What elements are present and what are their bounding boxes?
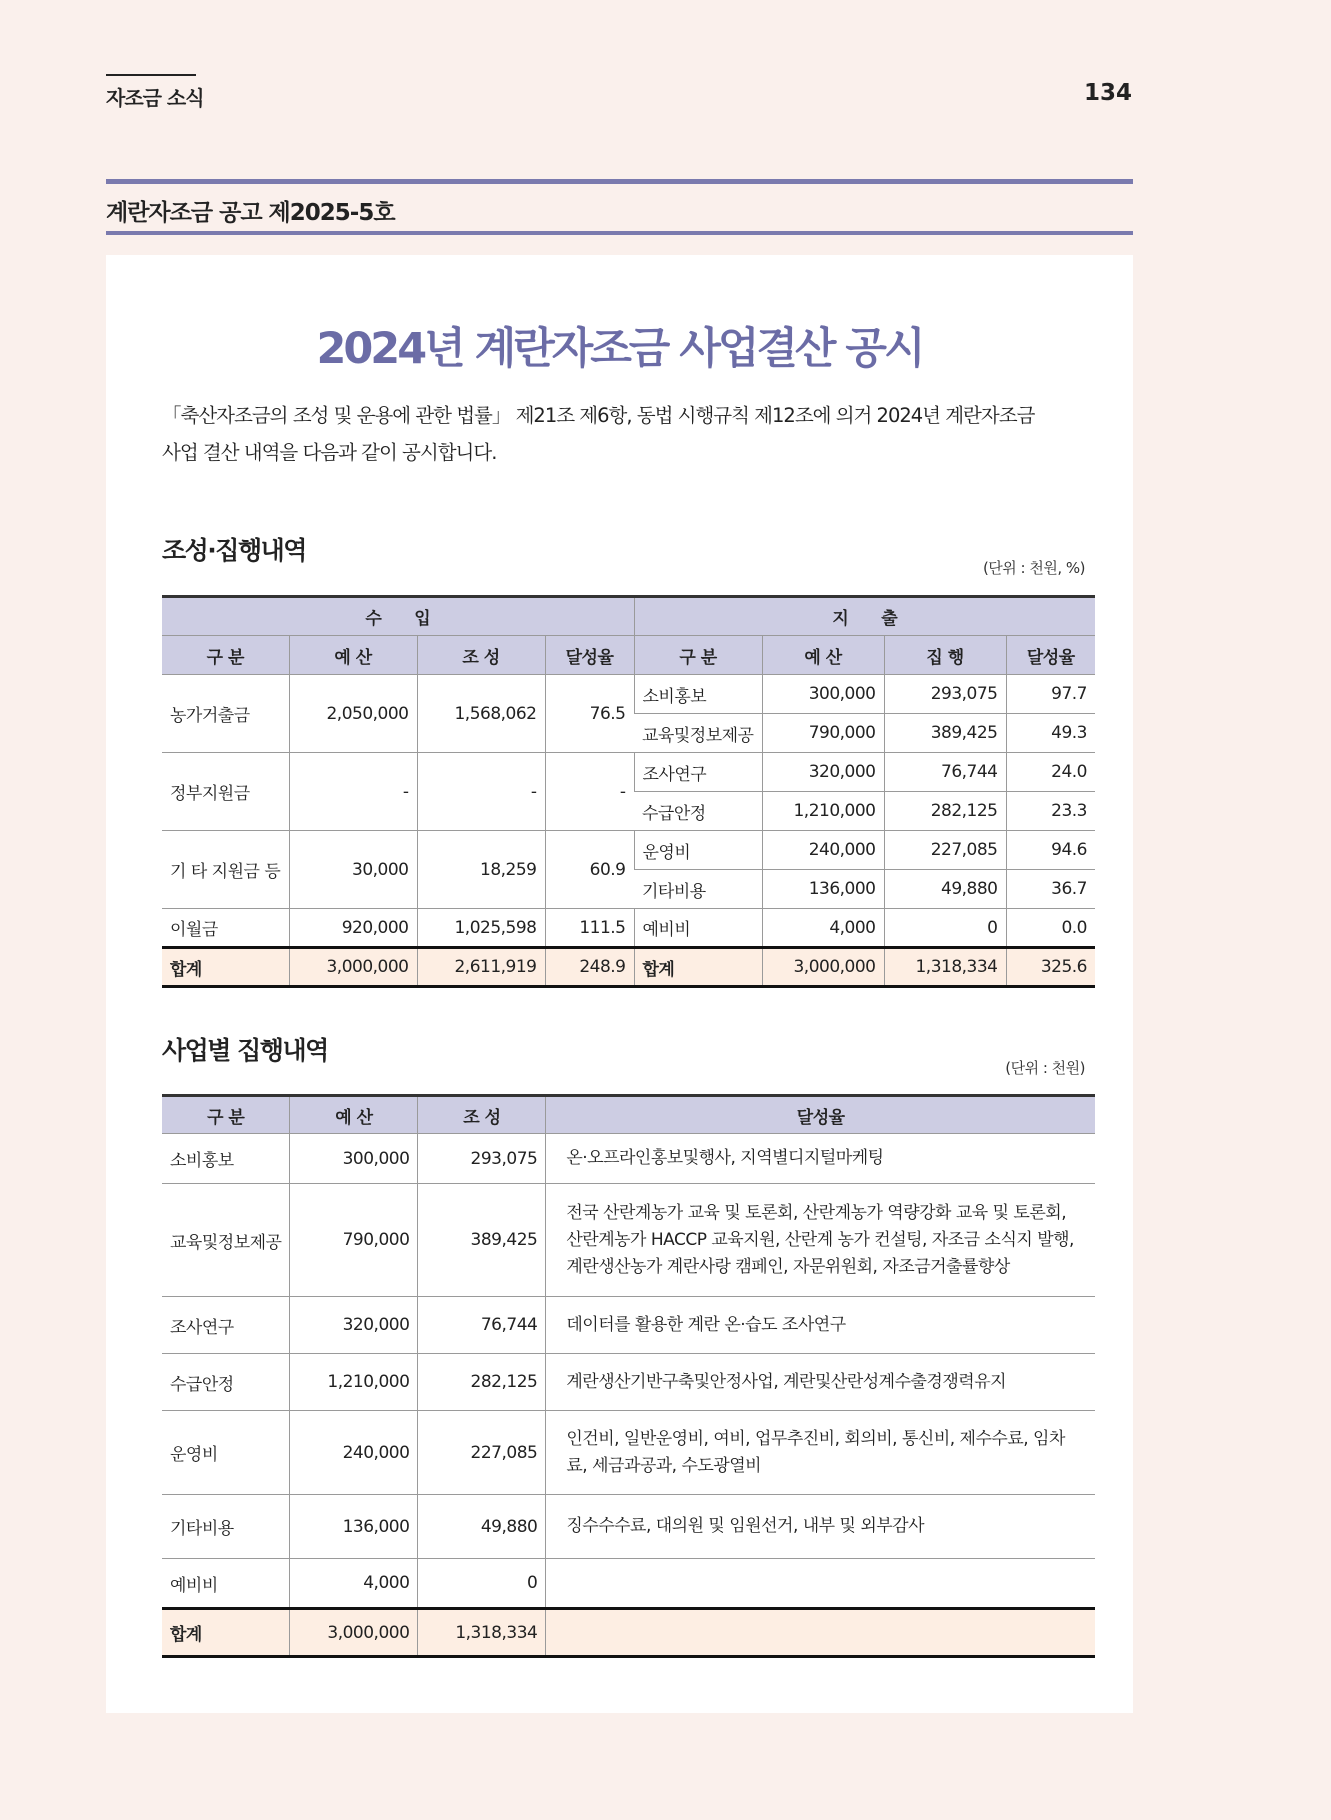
col-header: 달성율 [546,1096,1095,1134]
table1-column-header [162,636,1095,675]
expense-total-budget: 3,000,000 [762,948,884,987]
income-budget: 30,000 [289,831,417,909]
expense-name: 기타비용 [634,870,762,909]
row-spent: 282,125 [418,1354,546,1411]
col-header: 달성율 [545,636,634,675]
table1-unit: (단위 : 천원, %) [982,559,1085,577]
table-row [162,675,1095,714]
expense-name: 예비비 [634,909,762,948]
table1-total-row [162,948,1095,987]
expense-name: 운영비 [634,831,762,870]
row-budget: 1,210,000 [290,1354,418,1411]
expense-budget: 240,000 [762,831,884,870]
table1-title: 조성·집행내역 [162,536,306,565]
table2-unit: (단위 : 천원) [1005,1059,1085,1077]
col-header: 조 성 [418,1096,546,1134]
expense-budget: 1,210,000 [762,792,884,831]
table2-column-header [162,1096,1095,1134]
row-budget: 300,000 [290,1134,418,1184]
total-budget: 3,000,000 [290,1609,418,1657]
col-header: 집 행 [884,636,1006,675]
expense-rate: 0.0 [1006,909,1095,948]
row-name: 기타비용 [162,1495,290,1559]
income-rate: - [545,753,634,831]
row-budget: 790,000 [290,1184,418,1297]
expense-spent: 389,425 [884,714,1006,753]
row-name: 운영비 [162,1411,290,1495]
total-spent: 1,318,334 [418,1609,546,1657]
table-row [162,909,1095,948]
table-row [162,1297,1095,1354]
page-title: 2024년 계란자조금 사업결산 공시 [316,324,923,374]
col-header: 조 성 [417,636,545,675]
income-raised: 1,025,598 [417,909,545,948]
income-rate: 60.9 [545,831,634,909]
col-header: 예 산 [289,636,417,675]
income-total-label: 합계 [162,948,289,987]
table-row [162,753,1095,792]
expense-spent: 76,744 [884,753,1006,792]
header-rule [106,74,196,76]
business-execution-table [162,1094,1095,1658]
income-header: 수 입 [162,597,634,636]
expense-rate: 24.0 [1006,753,1095,792]
expense-budget: 300,000 [762,675,884,714]
row-name: 조사연구 [162,1297,290,1354]
row-desc: 전국 산란계농가 교육 및 토론회, 산란계농가 역량강화 교육 및 토론회, 산란계농가 HACCP 교육지원, 산란계 농가 컨설팅, 자조금 소식지 발행, 계란생산농가 계란사랑 캠페인, 자문위원회, 자조금거출률향상 [546,1184,1095,1297]
col-header: 구 분 [162,1096,290,1134]
col-header: 예 산 [290,1096,418,1134]
income-name: 정부지원금 [162,753,289,831]
row-budget: 4,000 [290,1559,418,1609]
expense-spent: 49,880 [884,870,1006,909]
expense-budget: 790,000 [762,714,884,753]
row-desc: 징수수수료, 대의원 및 임원선거, 내부 및 외부감사 [546,1495,1095,1559]
expense-name: 교육및정보제공 [634,714,762,753]
col-header: 달성율 [1006,636,1095,675]
page-number: 134 [1083,80,1132,106]
expense-budget: 136,000 [762,870,884,909]
notice-rule-bottom [106,231,1133,235]
income-total-budget: 3,000,000 [289,948,417,987]
notice-title: 계란자조금 공고 제2025-5호 [106,200,395,226]
expense-rate: 23.3 [1006,792,1095,831]
table-row [162,1354,1095,1411]
row-spent: 76,744 [418,1297,546,1354]
income-name: 이월금 [162,909,289,948]
expense-total-label: 합계 [634,948,762,987]
table-row [162,1411,1095,1495]
col-header: 구 분 [634,636,762,675]
section-name: 자조금 소식 [106,86,204,110]
row-budget: 240,000 [290,1411,418,1495]
row-name: 소비홍보 [162,1134,290,1184]
total-desc [546,1609,1095,1657]
income-rate: 111.5 [545,909,634,948]
row-budget: 136,000 [290,1495,418,1559]
total-label: 합계 [162,1609,290,1657]
expense-rate: 97.7 [1006,675,1095,714]
content-panel [106,255,1133,1713]
expense-total-rate: 325.6 [1006,948,1095,987]
income-raised: 18,259 [417,831,545,909]
income-raised: - [417,753,545,831]
row-spent: 0 [418,1559,546,1609]
table-row [162,1495,1095,1559]
expense-rate: 36.7 [1006,870,1095,909]
income-name: 기 타 지원금 등 [162,831,289,909]
expense-spent: 0 [884,909,1006,948]
expense-budget: 320,000 [762,753,884,792]
row-name: 예비비 [162,1559,290,1609]
table2-total-row [162,1609,1095,1657]
expense-name: 조사연구 [634,753,762,792]
row-name: 수급안정 [162,1354,290,1411]
expense-header: 지 출 [634,597,1095,636]
expense-spent: 282,125 [884,792,1006,831]
table1-group-header [162,597,1095,636]
expense-rate: 94.6 [1006,831,1095,870]
income-rate: 76.5 [545,675,634,753]
expense-name: 수급안정 [634,792,762,831]
col-header: 예 산 [762,636,884,675]
expense-rate: 49.3 [1006,714,1095,753]
row-spent: 293,075 [418,1134,546,1184]
expense-budget: 4,000 [762,909,884,948]
funding-execution-table [162,595,1095,988]
table-row [162,1559,1095,1609]
intro-line-2: 사업 결산 내역을 다음과 같이 공시합니다. [162,441,497,464]
income-budget: 920,000 [289,909,417,948]
row-desc: 온·오프라인홍보및행사, 지역별디지털마케팅 [546,1134,1095,1184]
income-total-raised: 2,611,919 [417,948,545,987]
income-raised: 1,568,062 [417,675,545,753]
row-desc: 계란생산기반구축및안정사업, 계란및산란성계수출경쟁력유지 [546,1354,1095,1411]
expense-total-spent: 1,318,334 [884,948,1006,987]
expense-spent: 293,075 [884,675,1006,714]
row-budget: 320,000 [290,1297,418,1354]
row-spent: 227,085 [418,1411,546,1495]
row-name: 교육및정보제공 [162,1184,290,1297]
table-row [162,1184,1095,1297]
income-budget: 2,050,000 [289,675,417,753]
income-name: 농가거출금 [162,675,289,753]
col-header: 구 분 [162,636,289,675]
intro-text [162,397,1102,471]
income-budget: - [289,753,417,831]
table-row [162,831,1095,870]
row-desc: 데이터를 활용한 계란 온·습도 조사연구 [546,1297,1095,1354]
row-spent: 49,880 [418,1495,546,1559]
row-desc [546,1559,1095,1609]
income-total-rate: 248.9 [545,948,634,987]
table2-title: 사업별 집행내역 [162,1036,328,1065]
notice-rule-top [106,179,1133,184]
row-desc: 인건비, 일반운영비, 여비, 업무추진비, 회의비, 통신비, 제수수료, 임차료, 세금과공과, 수도광열비 [546,1411,1095,1495]
expense-name: 소비홍보 [634,675,762,714]
intro-line-1: 「축산자조금의 조성 및 운용에 관한 법률」 제21조 제6항, 동법 시행규칙 제12조에 의거 2024년 계란자조금 [162,404,1035,427]
expense-spent: 227,085 [884,831,1006,870]
row-spent: 389,425 [418,1184,546,1297]
table-row [162,1134,1095,1184]
